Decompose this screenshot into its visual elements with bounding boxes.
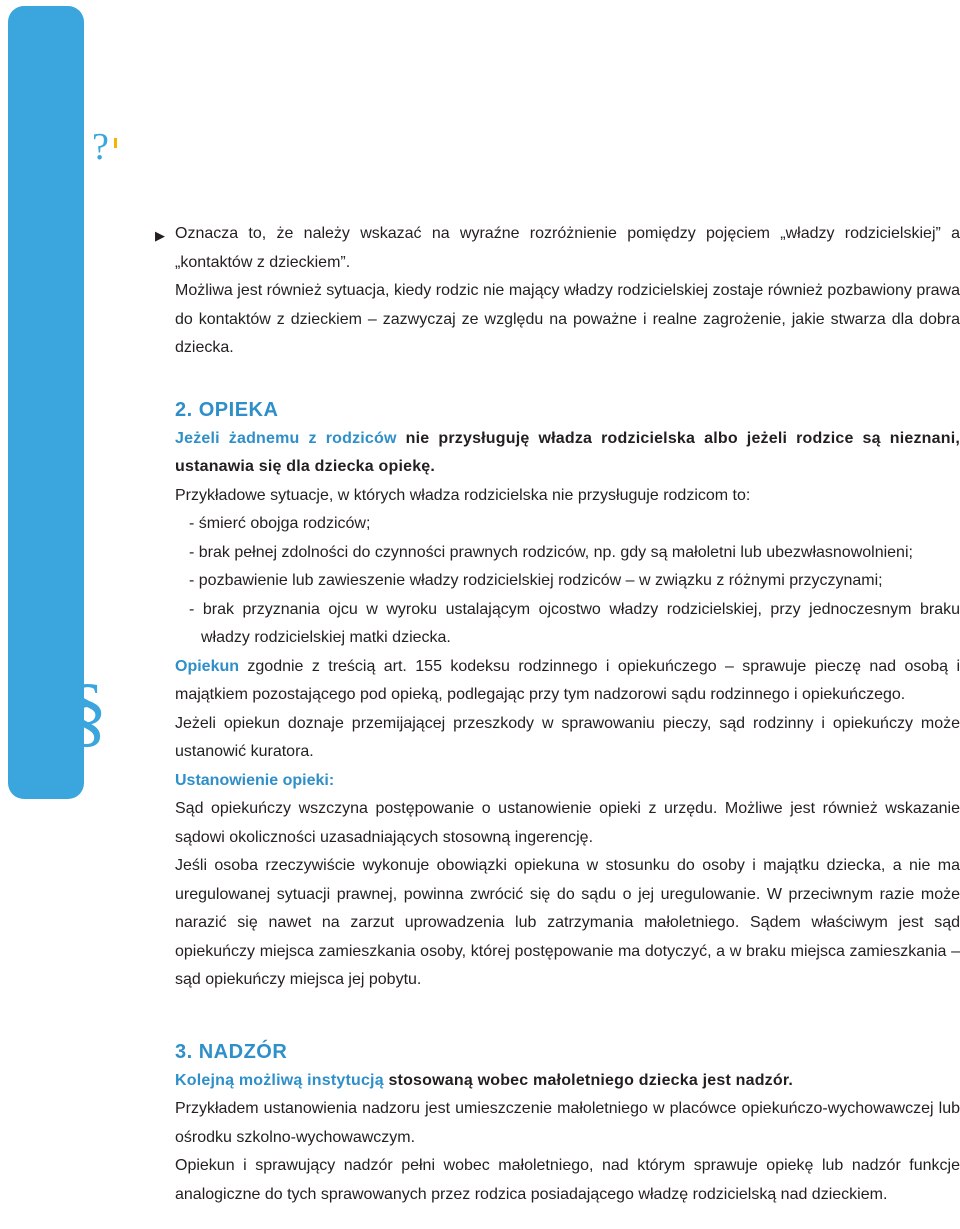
supervision-paragraph-2: Opiekun i sprawujący nadzór pełni wobec małoletniego, nad którym sprawuje opiekę lub nadzór funkcje analogiczne do tych sprawowanych przez rodzica posiadającego władzę rodzicielską nad dzieckiem.	[175, 1157, 960, 1203]
establishment-heading: Ustanowienie opieki:	[175, 771, 335, 789]
section-3-heading: 3. NADZÓR	[175, 1040, 288, 1063]
accent-bar	[114, 138, 117, 148]
paragraph-sign-icon: §	[68, 667, 107, 754]
question-mark-icon: ?	[92, 126, 109, 168]
establishment-paragraph-2: Jeśli osoba rzeczywiście wykonuje obowiązki opiekuna w stosunku do osoby i majątku dziecka, a nie ma uregulowanej sytuacji prawnej, powinna zwrócić się do sądu o jej uregulowanie. W przeciwnym razie może narazić się nawet na zarzut uprowadzenia lub zatrzymania małoletniego. Sądem właściwym jest sąd opiekuńczy miejsca zamieszkania osoby, której postępowanie ma dotyczyć, a w braku miejsca zamieszkania – sąd opiekuńczy miejsca jej pobytu.	[175, 857, 960, 988]
right-triangle-icon: ▶	[155, 228, 165, 243]
guardian-paragraph	[175, 653, 960, 710]
section-3-lead-highlight: Kolejną możliwą instytucją	[175, 1071, 384, 1089]
list-item: - śmierć obojga rodziców;	[175, 510, 960, 539]
intro-paragraph-2: Możliwa jest również sytuacja, kiedy rodzic nie mający władzy rodzicielskiej zostaje również pozbawiony prawa do kontaktów z dzieckiem – zazwyczaj ze względu na poważne i realne zagrożenie, jakie stwarza dla dobra dziecka.	[175, 282, 960, 356]
section-2-heading: 2. OPIEKA	[175, 398, 279, 421]
supervision-paragraph-1: Przykładem ustanowienia nadzoru jest umieszczenie małoletniego w placówce opiekuńczo-wychowawczej lub ośrodku szkolno-wychowawczym.	[175, 1100, 960, 1146]
document-body	[175, 220, 960, 1209]
section-2-lead-highlight: Jeżeli żadnemu z rodziców	[175, 429, 397, 447]
guardian-text: zgodnie z treścią art. 155 kodeksu rodzinnego i opiekuńczego – sprawuje pieczę nad osobą i majątkiem pozostającego pod opieką, podlegając przy tym nadzorowi sądu rodzinnego i opiekuńczego.	[175, 657, 960, 703]
section-3-lead-text: stosowaną wobec małoletniego dziecka jest nadzór.	[383, 1071, 794, 1089]
examples-list	[175, 510, 960, 653]
section-2-lead-text: nie przysługuję władza rodzicielska albo jeżeli rodzice są nieznani, ustanawia się dla dziecka opiekę.	[175, 429, 960, 475]
examples-intro: Przykładowe sytuacje, w których władza rodzicielska nie przysługuje rodzicom to:	[175, 486, 751, 504]
guardian-term: Opiekun	[175, 657, 240, 675]
list-item: - brak przyznania ojcu w wyroku ustalającym ojcostwo władzy rodzicielskiej, przy jednoczesnym braku władzy rodzicielskiej matki dziecka.	[175, 596, 960, 653]
intro-paragraph-1: Oznacza to, że należy wskazać na wyraźne rozróżnienie pomiędzy pojęciem „władzy rodzicielskiej” a „kontaktów z dzieckiem”.	[175, 225, 960, 271]
section-3-lead	[175, 1067, 960, 1096]
section-2-lead	[175, 425, 960, 482]
list-item: - pozbawienie lub zawieszenie władzy rodzicielskiej rodziców – w związku z różnymi przyczynami;	[175, 567, 960, 596]
list-item: - brak pełnej zdolności do czynności prawnych rodziców, np. gdy są małoletni lub ubezwłasnowolnieni;	[175, 539, 960, 568]
obstacle-paragraph: Jeżeli opiekun doznaje przemijającej przeszkody w sprawowaniu pieczy, sąd rodzinny i opiekuńczy może ustanowić kuratora.	[175, 714, 960, 760]
establishment-paragraph-1: Sąd opiekuńczy wszczyna postępowanie o ustanowienie opieki z urzędu. Możliwe jest również wskazanie sądowi okoliczności uzasadniających stosowną ingerencję.	[175, 800, 960, 846]
